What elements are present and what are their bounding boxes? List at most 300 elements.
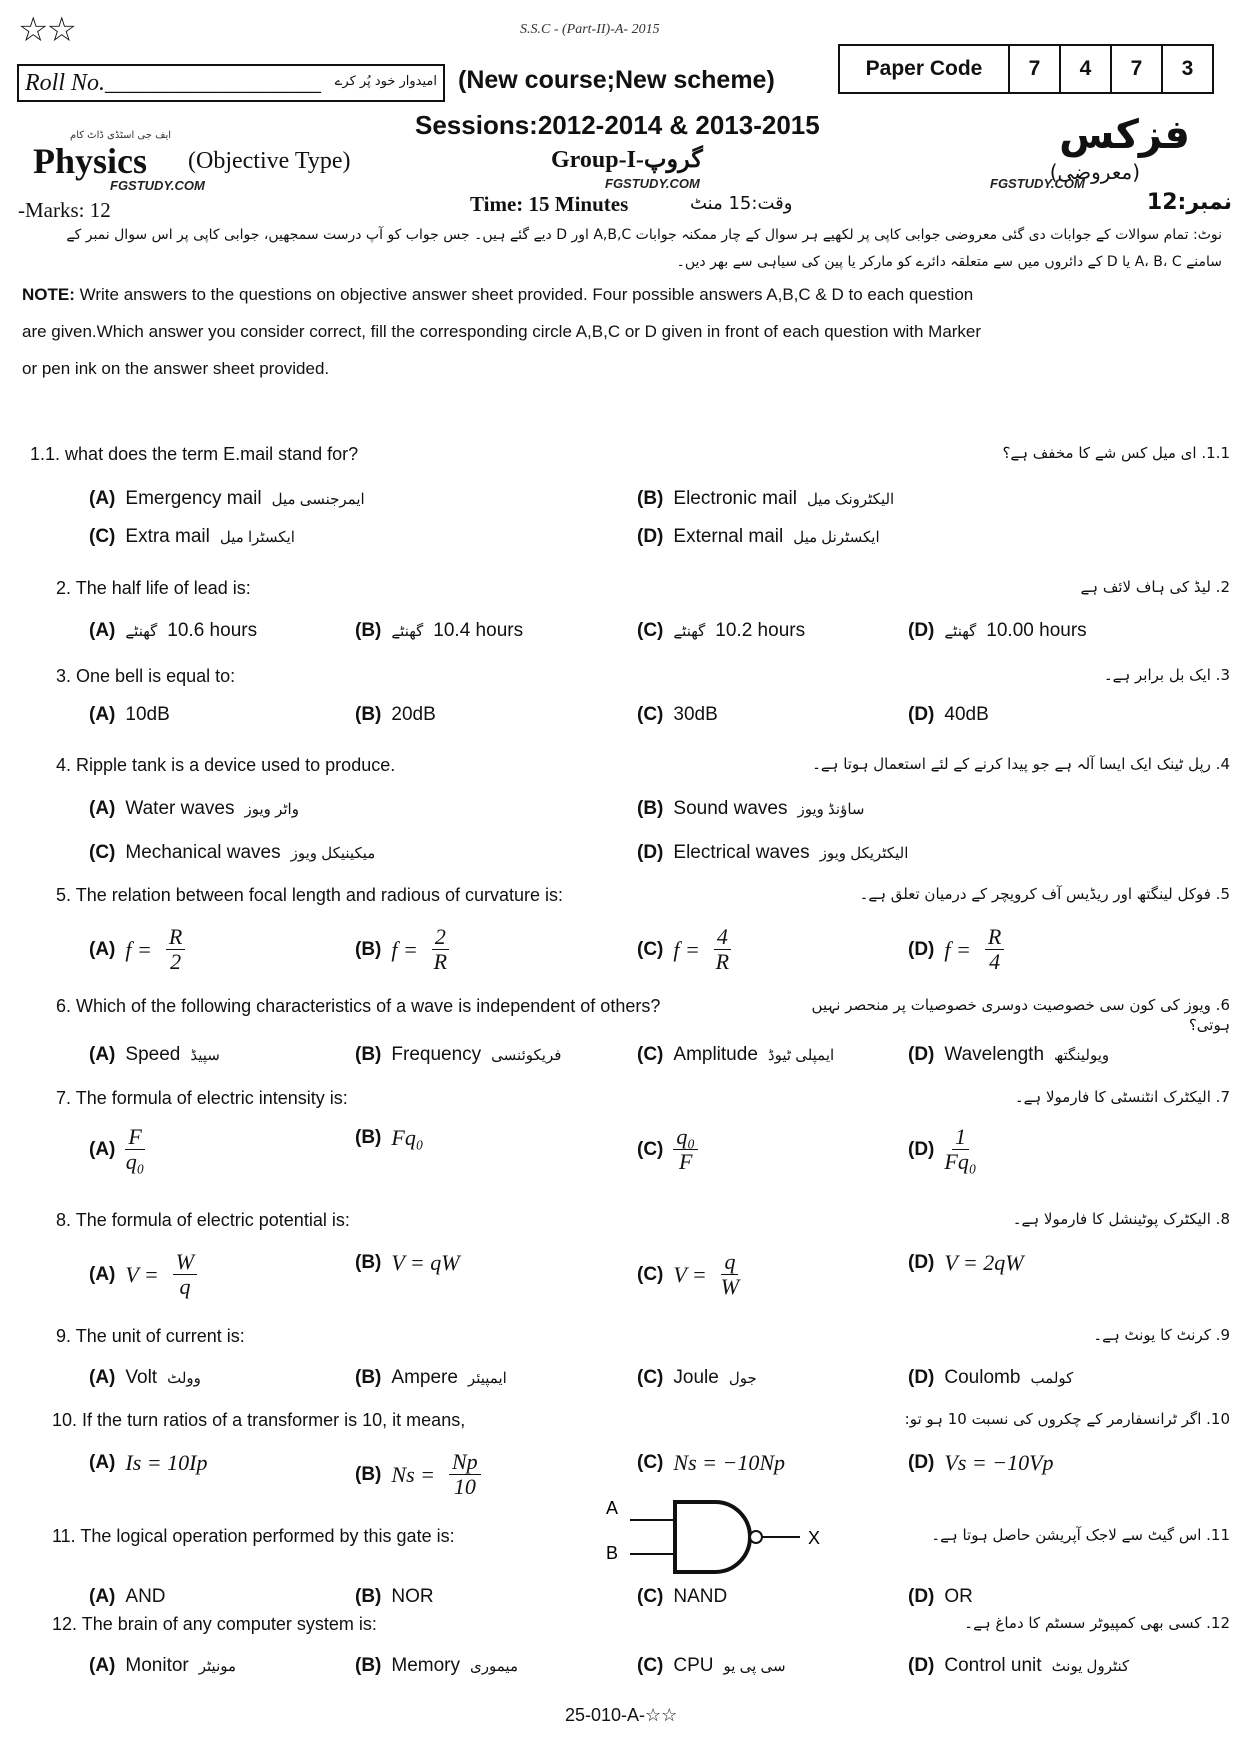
option-letter: (D)	[908, 1452, 935, 1473]
numerator: R	[166, 925, 185, 950]
note-line1: Write answers to the questions on objective answer sheet provided. Four possible answers A,B,C & D to each question	[79, 285, 974, 304]
numerator: 4	[714, 925, 731, 950]
paper-code-digit: 4	[1061, 46, 1112, 92]
question-label: The relation between focal length and radious of curvature is:	[75, 885, 563, 905]
option-letter: (C)	[637, 1586, 664, 1607]
question-text	[56, 996, 660, 1018]
answer-option[interactable]	[89, 1367, 201, 1389]
answer-option[interactable]	[637, 798, 864, 820]
question-urdu-text: کسی بھی کمپیوٹر سسٹم کا دماغ ہے۔	[964, 1614, 1202, 1632]
option-letter: (A)	[89, 1586, 116, 1607]
exam-line: S.S.C - (Part-II)-A- 2015	[520, 22, 660, 37]
numerator: W	[173, 1250, 197, 1275]
question-number: 2.	[56, 578, 72, 598]
question-number: 11.	[52, 1526, 76, 1546]
time-urdu: وقت:15 منٹ	[690, 193, 793, 214]
question-text	[52, 1410, 465, 1432]
question-number: 5.	[56, 885, 72, 905]
question-number: 10.	[52, 1410, 78, 1430]
answer-option[interactable]	[908, 1044, 1109, 1066]
question-text	[56, 666, 235, 688]
question-label: The brain of any computer system is:	[81, 1614, 377, 1634]
option-letter: (C)	[637, 704, 664, 725]
answer-option[interactable]	[89, 1125, 145, 1174]
question-number-urdu: 2	[1220, 578, 1230, 596]
answer-option[interactable]	[908, 925, 1004, 974]
question-urdu: 12. کسی بھی کمپیوٹر سسٹم کا دماغ ہے۔	[964, 1614, 1230, 1632]
option-letter: (D)	[637, 842, 664, 863]
formula-fraction	[944, 1125, 976, 1174]
answer-option[interactable]	[637, 842, 908, 864]
question-number-urdu: 4	[1220, 755, 1230, 773]
option-text: Speed	[125, 1044, 181, 1065]
option-urdu: سپیڈ	[190, 1047, 220, 1064]
option-letter: (B)	[355, 1655, 382, 1676]
option-letter: (A)	[89, 1367, 116, 1388]
answer-option[interactable]	[637, 620, 805, 642]
footer-code: 25-010-A-☆☆	[565, 1705, 678, 1725]
answer-option[interactable]	[89, 798, 299, 820]
option-letter: (B)	[355, 938, 382, 960]
option-urdu: ایکسٹرنل میل	[793, 529, 880, 546]
option-urdu: الیکٹرونک میل	[806, 491, 895, 508]
paper-code-digit: 7	[1010, 46, 1061, 92]
option-urdu: ایمپلی ٹیوڈ	[767, 1047, 835, 1064]
option-letter: (D)	[908, 1138, 935, 1160]
option-urdu: میموری	[470, 1658, 518, 1675]
denominator: Fq₀	[944, 1149, 977, 1175]
formula: Is = 10Ip	[125, 1450, 208, 1475]
watermark: FGSTUDY.COM	[990, 176, 1085, 191]
formula: Vs = −10Vp	[944, 1450, 1054, 1475]
option-letter: (D)	[637, 526, 664, 547]
answer-option[interactable]	[355, 1125, 423, 1151]
roll-number-box[interactable]	[17, 64, 445, 102]
option-letter: (B)	[355, 1252, 382, 1273]
question-number-urdu: 5	[1220, 885, 1230, 903]
option-text: Joule	[673, 1367, 719, 1388]
option-urdu: واٹر ویوز	[244, 801, 299, 818]
type-urdu: (معروضی)	[1049, 160, 1140, 184]
question-urdu: 10. اگر ٹرانسفارمر کے چکروں کی نسبت 10 ہو تو:	[904, 1410, 1230, 1428]
question-number-urdu: 9	[1220, 1326, 1230, 1344]
option-letter: (A)	[89, 488, 116, 509]
answer-option[interactable]	[89, 526, 295, 548]
option-letter: (D)	[908, 1044, 935, 1065]
option-text: External mail	[673, 526, 784, 547]
note-urdu-line1: نوٹ: تمام سوالات کے جوابات دی گئی معروضی جوابی کاپی پر لکھیے ہر سوال کے چار ممکنہ جوابات A,B,C اور D دیے گئے ہیں۔ جس جواب کو آپ درست سمجھیں، جوابی کاپی پر اس سوال نمبر کے	[66, 227, 1222, 243]
question-number: 9.	[56, 1326, 72, 1346]
formula-lhs: f =	[673, 936, 700, 962]
group-label: Group-I-گروپ	[551, 147, 703, 173]
numerator: q	[721, 1250, 738, 1275]
question-text	[30, 444, 358, 466]
option-text: Electrical waves	[673, 842, 810, 863]
answer-option[interactable]	[355, 620, 523, 642]
question-label: If the turn ratios of a transformer is 10, it means,	[82, 1410, 466, 1430]
stars-mark: ☆☆	[18, 11, 75, 49]
watermark: FGSTUDY.COM	[605, 176, 700, 191]
option-text: Sound waves	[673, 798, 788, 819]
option-letter: (C)	[637, 938, 664, 960]
question-urdu-text: اگر ٹرانسفارمر کے چکروں کی نسبت 10 ہو تو:	[904, 1410, 1202, 1428]
answer-option[interactable]	[637, 925, 731, 974]
option-urdu: جول	[728, 1370, 757, 1387]
option-letter: (A)	[89, 798, 116, 819]
option-urdu: مونیٹر	[198, 1658, 237, 1675]
option-text: 10.2 hours	[715, 620, 806, 641]
answer-option[interactable]	[89, 1586, 166, 1608]
answer-option[interactable]	[355, 925, 449, 974]
denominator: R	[715, 949, 730, 975]
option-letter: (C)	[637, 1452, 664, 1473]
question-urdu-text: ایک بل برابر ہے۔	[1103, 666, 1211, 684]
denominator: 4	[989, 949, 1001, 975]
question-number-urdu: 12	[1210, 1614, 1230, 1632]
numerator: R	[985, 925, 1004, 950]
answer-option[interactable]	[89, 1044, 220, 1066]
question-urdu: 2. لیڈ کی ہاف لائف ہے	[1080, 578, 1230, 596]
option-urdu: کنٹرول یونٹ	[1051, 1658, 1130, 1675]
option-letter: (B)	[637, 798, 664, 819]
note-line3: or pen ink on the answer sheet provided.	[22, 359, 330, 378]
question-urdu-text: رپل ٹینک ایک ایسا آلہ ہے جو پیدا کرنے کے لئے استعمال ہوتا ہے۔	[812, 755, 1211, 773]
option-letter: (C)	[637, 1367, 664, 1388]
paper-code-box	[838, 44, 1214, 94]
formula-fraction	[449, 1450, 481, 1499]
denominator: q₀	[125, 1149, 145, 1175]
answer-option[interactable]	[637, 1250, 739, 1299]
option-text: 30dB	[673, 704, 718, 725]
option-text: Emergency mail	[125, 488, 262, 509]
formula-lhs: V =	[125, 1261, 159, 1287]
formula-lhs: Ns =	[391, 1461, 435, 1487]
question-number-urdu: 6	[1220, 996, 1230, 1014]
answer-option[interactable]	[355, 1586, 434, 1608]
question-label: One bell is equal to:	[76, 666, 236, 686]
option-urdu: گھنٹے	[673, 623, 706, 640]
option-urdu: الیکٹریکل ویوز	[819, 845, 909, 862]
question-label: The unit of current is:	[75, 1326, 245, 1346]
option-text: NAND	[673, 1586, 728, 1607]
question-label: Ripple tank is a device used to produce.	[76, 755, 396, 775]
question-number: 7.	[56, 1088, 72, 1108]
option-letter: (B)	[355, 1463, 382, 1485]
option-urdu: میکینیکل ویوز	[290, 845, 376, 862]
roll-urdu: امیدوار خود پُر کرے	[334, 74, 437, 89]
question-text	[56, 885, 563, 907]
option-text: Monitor	[125, 1655, 189, 1676]
question-number-urdu: 7	[1220, 1088, 1230, 1106]
question-number: 12.	[52, 1614, 78, 1634]
formula-fraction	[985, 925, 1004, 974]
answer-option[interactable]	[89, 1655, 236, 1677]
option-text: Memory	[391, 1655, 461, 1676]
question-urdu-text: لیڈ کی ہاف لائف ہے	[1080, 578, 1211, 596]
question-urdu-text: الیکٹرک پوٹینشل کا فارمولا ہے۔	[1012, 1210, 1211, 1228]
question-urdu: 1.1. ای میل کس شے کا مخفف ہے؟	[1002, 444, 1230, 462]
option-text: OR	[944, 1586, 973, 1607]
inverter-bubble	[750, 1531, 762, 1543]
option-text: Ampere	[391, 1367, 458, 1388]
formula: V = 2qW	[944, 1250, 1024, 1275]
option-letter: (A)	[89, 1138, 116, 1160]
question-urdu: 9. کرنٹ کا یونٹ ہے۔	[1093, 1326, 1230, 1344]
option-letter: (B)	[355, 1586, 382, 1607]
answer-option[interactable]	[89, 1250, 197, 1299]
option-letter: (C)	[637, 1138, 664, 1160]
marks-label: -Marks: 12	[18, 198, 111, 222]
formula-lhs: f =	[944, 936, 971, 962]
option-letter: (D)	[908, 938, 935, 960]
question-label: The logical operation performed by this gate is:	[80, 1526, 455, 1546]
option-urdu: گھنٹے	[391, 623, 424, 640]
option-text: 40dB	[944, 704, 989, 725]
answer-option[interactable]	[637, 1586, 727, 1608]
option-letter: (D)	[908, 704, 935, 725]
question-label: Which of the following characteristics of a wave is independent of others?	[76, 996, 661, 1016]
question-number: 3.	[56, 666, 72, 686]
option-urdu: گھنٹے	[125, 623, 158, 640]
option-letter: (A)	[89, 620, 116, 641]
subject-urdu: فزکس	[1059, 112, 1190, 158]
option-text: 10dB	[125, 704, 170, 725]
answer-option[interactable]	[908, 620, 1087, 642]
option-letter: (B)	[637, 488, 664, 509]
answer-option[interactable]	[637, 1450, 785, 1476]
formula-fraction	[673, 1125, 698, 1174]
option-text: Water waves	[125, 798, 235, 819]
option-urdu: فریکوئنسی	[491, 1047, 562, 1064]
answer-option[interactable]	[637, 1367, 757, 1389]
question-number: 1.1.	[30, 444, 61, 464]
question-label: The formula of electric potential is:	[75, 1210, 350, 1230]
option-urdu: کولمب	[1030, 1370, 1074, 1387]
answer-option[interactable]	[637, 704, 718, 726]
question-urdu: 3. ایک بل برابر ہے۔	[1103, 666, 1230, 684]
option-text: Control unit	[944, 1655, 1042, 1676]
gate-body	[675, 1502, 750, 1572]
formula-lhs: V =	[673, 1261, 707, 1287]
paper-code-digit: 3	[1181, 57, 1194, 80]
option-text: AND	[125, 1586, 166, 1607]
answer-option[interactable]	[89, 620, 257, 642]
question-urdu-text: کرنٹ کا یونٹ ہے۔	[1093, 1326, 1211, 1344]
option-letter: (C)	[637, 1044, 664, 1065]
question-number: 8.	[56, 1210, 72, 1230]
numerator: 1	[952, 1125, 969, 1150]
question-text	[56, 578, 251, 600]
option-letter: (A)	[89, 1655, 116, 1676]
answer-option[interactable]	[355, 1655, 518, 1677]
question-text	[52, 1526, 455, 1548]
question-label: what does the term E.mail stand for?	[65, 444, 359, 464]
question-number: 6.	[56, 996, 72, 1016]
question-urdu-text: فوکل لینگتھ اور ریڈیس آف کرویچر کے درمیان تعلق ہے۔	[859, 885, 1211, 903]
gate-input-b: B	[606, 1543, 619, 1563]
question-number-urdu: 1.1	[1206, 444, 1230, 462]
option-urdu: سی پی یو	[723, 1658, 786, 1675]
answer-option[interactable]	[908, 1450, 1054, 1476]
gate-input-a: A	[606, 1498, 619, 1518]
formula-fraction	[166, 925, 185, 974]
answer-option[interactable]	[89, 704, 170, 726]
numerator: Np	[449, 1450, 481, 1475]
option-letter: (D)	[908, 1252, 935, 1273]
option-letter: (C)	[637, 1263, 664, 1285]
option-text: Electronic mail	[673, 488, 797, 509]
answer-option[interactable]	[637, 526, 880, 548]
question-text	[56, 1326, 245, 1348]
formula-fraction	[173, 1250, 197, 1299]
denominator: F	[678, 1149, 693, 1175]
numerator: 2	[432, 925, 449, 950]
question-urdu: 8. الیکٹرک پوٹینشل کا فارمولا ہے۔	[1012, 1210, 1230, 1228]
answer-option[interactable]	[89, 842, 375, 864]
answer-option[interactable]	[355, 1450, 481, 1499]
option-letter: (C)	[89, 526, 116, 547]
question-urdu: 6. ویوز کی کون سی خصوصیت دوسری خصوصیات پر منحصر نہیں ہوتی؟	[811, 996, 1230, 1034]
denominator: 10	[453, 1474, 476, 1500]
option-letter: (D)	[908, 1367, 935, 1388]
option-letter: (B)	[355, 1367, 382, 1388]
formula: V = qW	[391, 1250, 460, 1275]
answer-option[interactable]	[355, 1044, 561, 1066]
note-urdu-line2: سامنے A، B، C یا D کے دائروں میں سے متعلقہ دائرے کو مارکر یا پین کی سیاہی سے بھر دیں۔	[676, 254, 1222, 270]
answer-option[interactable]	[355, 1250, 460, 1276]
option-letter: (D)	[908, 620, 935, 641]
subject-title: Physics	[33, 141, 148, 181]
option-urdu: ایکسٹرا میل	[219, 529, 295, 546]
answer-option[interactable]	[89, 488, 365, 510]
option-letter: (D)	[908, 1586, 935, 1607]
question-urdu-text: اس گیٹ سے لاجک آپریشن حاصل ہوتا ہے۔	[931, 1526, 1202, 1544]
option-urdu: گھنٹے	[944, 623, 977, 640]
option-letter: (A)	[89, 1044, 116, 1065]
marks-urdu: نمبر:12	[1146, 190, 1232, 215]
option-letter: (A)	[89, 938, 116, 960]
option-urdu: ایمپیئر	[467, 1370, 507, 1387]
denominator: R	[433, 949, 448, 975]
note-label: NOTE:	[22, 285, 75, 304]
question-number-urdu: 3	[1220, 666, 1230, 684]
option-text: NOR	[391, 1586, 434, 1607]
question-label: The half life of lead is:	[75, 578, 251, 598]
option-letter: (D)	[908, 1655, 935, 1676]
option-urdu: ساؤنڈ ویوز	[797, 801, 865, 818]
question-urdu-text: ای میل کس شے کا مخفف ہے؟	[1002, 444, 1197, 462]
question-urdu-text: ویوز کی کون سی خصوصیت دوسری خصوصیات پر منحصر نہیں ہوتی؟	[811, 996, 1230, 1034]
option-letter: (A)	[89, 704, 116, 725]
question-urdu: 7. الیکٹرک انٹنسٹی کا فارمولا ہے۔	[1014, 1088, 1230, 1106]
denominator: 2	[170, 949, 182, 975]
formula: Fq₀	[391, 1125, 424, 1150]
sessions: Sessions:2012-2014 & 2013-2015	[415, 110, 820, 140]
option-text: Frequency	[391, 1044, 482, 1065]
option-text: 10.6 hours	[167, 620, 258, 641]
question-text	[56, 1088, 348, 1110]
formula-fraction	[714, 925, 731, 974]
watermark: FGSTUDY.COM	[110, 178, 205, 193]
answer-option[interactable]	[908, 1586, 973, 1608]
option-urdu: وولٹ	[167, 1370, 201, 1387]
answer-option[interactable]	[355, 1367, 507, 1389]
question-text	[52, 1614, 377, 1636]
option-urdu: ایمرجنسی میل	[271, 491, 365, 508]
answer-option[interactable]	[89, 1450, 207, 1476]
numerator: q₀	[673, 1125, 698, 1150]
formula-fraction	[125, 1125, 144, 1174]
question-number-urdu: 8	[1220, 1210, 1230, 1228]
question-number: 4.	[56, 755, 72, 775]
question-urdu: 11. اس گیٹ سے لاجک آپریشن حاصل ہوتا ہے۔	[931, 1526, 1230, 1544]
note-line2: are given.Which answer you consider correct, fill the corresponding circle A,B,C or D given in front of each question with Marker	[22, 322, 982, 341]
question-number-urdu: 10	[1210, 1410, 1230, 1428]
formula-lhs: f =	[125, 936, 152, 962]
scheme-label: (New course;New scheme)	[458, 66, 775, 94]
option-text: 20dB	[391, 704, 436, 725]
option-letter: (B)	[355, 1044, 382, 1065]
option-letter: (A)	[89, 1263, 116, 1285]
option-letter: (C)	[637, 620, 664, 641]
option-letter: (C)	[89, 842, 116, 863]
option-letter: (C)	[637, 1655, 664, 1676]
gate-output-x: X	[808, 1528, 821, 1548]
option-text: 10.4 hours	[433, 620, 524, 641]
paper-code-label: Paper Code	[840, 46, 1010, 92]
formula-fraction	[432, 925, 449, 974]
question-urdu: 4. رپل ٹینک ایک ایسا آلہ ہے جو پیدا کرنے کے لئے استعمال ہوتا ہے۔	[812, 755, 1230, 773]
option-letter: (B)	[355, 1127, 382, 1148]
option-letter: (A)	[89, 1452, 116, 1473]
option-urdu: ویولینگتھ	[1054, 1047, 1110, 1064]
answer-option[interactable]	[908, 704, 989, 726]
option-text: Mechanical waves	[125, 842, 281, 863]
option-text: 10.00 hours	[986, 620, 1087, 641]
option-letter: (B)	[355, 704, 382, 725]
question-label: The formula of electric intensity is:	[75, 1088, 348, 1108]
denominator: q	[179, 1274, 191, 1300]
paper-code-digit: 7	[1112, 46, 1163, 92]
option-text: Volt	[125, 1367, 158, 1388]
answer-option[interactable]	[637, 1655, 786, 1677]
question-number-urdu: 11	[1210, 1526, 1230, 1544]
answer-option[interactable]	[908, 1250, 1024, 1276]
option-text: CPU	[673, 1655, 714, 1676]
roll-label: Roll No.__________________	[25, 70, 322, 96]
instructions-note	[22, 222, 1222, 387]
formula-fraction	[721, 1250, 739, 1299]
question-text	[56, 1210, 350, 1232]
answer-option[interactable]	[637, 1044, 834, 1066]
option-text: Amplitude	[673, 1044, 758, 1065]
answer-option[interactable]	[908, 1125, 976, 1174]
formula: Ns = −10Np	[673, 1450, 785, 1475]
nand-gate-diagram	[600, 1492, 840, 1582]
option-text: Wavelength	[944, 1044, 1045, 1065]
answer-option[interactable]	[89, 925, 185, 974]
answer-option[interactable]	[908, 1367, 1073, 1389]
question-urdu-text: الیکٹرک انٹنسٹی کا فارمولا ہے۔	[1014, 1088, 1211, 1106]
question-text	[56, 755, 395, 777]
watermark: ایف جی اسٹڈی ڈاٹ کام	[70, 130, 172, 141]
question-urdu: 5. فوکل لینگتھ اور ریڈیس آف کرویچر کے درمیان تعلق ہے۔	[859, 885, 1230, 903]
answer-option[interactable]	[637, 1125, 698, 1174]
answer-option[interactable]	[637, 488, 894, 510]
answer-option[interactable]	[908, 1655, 1129, 1677]
answer-option[interactable]	[355, 704, 436, 726]
time-label: Time: 15 Minutes	[470, 192, 629, 216]
